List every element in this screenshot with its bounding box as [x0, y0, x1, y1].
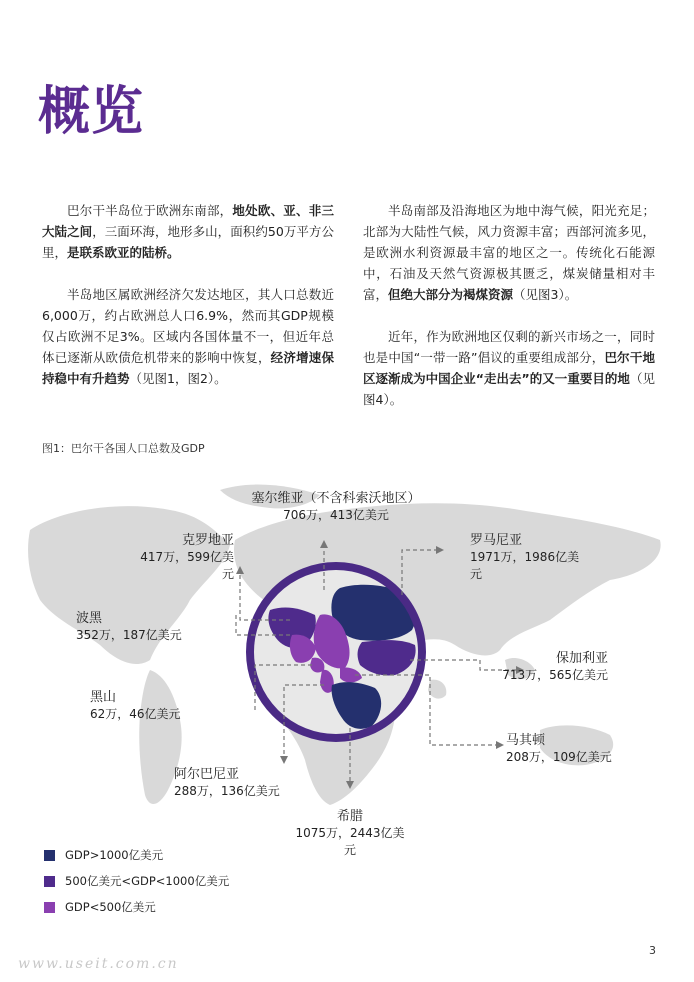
country-stats: 352万，187亿美元 — [76, 628, 182, 642]
text-span: ，三面环海，地形多山，面积约50万平方公里， — [42, 224, 334, 260]
map-legend — [44, 842, 229, 920]
country-stats: 62万，46亿美元 — [90, 707, 181, 721]
country-name: 黑山 — [90, 690, 117, 705]
label-macedonia — [506, 732, 616, 766]
country-stats: 1075万，2443亿美元 — [295, 826, 405, 857]
label-greece — [290, 808, 410, 859]
label-bulgaria — [490, 650, 608, 684]
country-stats: 208万，109亿美元 — [506, 750, 612, 764]
text-span: （见图1，图2）。 — [129, 371, 227, 386]
country-name: 阿尔巴尼亚 — [174, 767, 240, 782]
country-stats: 706万，413亿美元 — [283, 508, 389, 522]
label-croatia — [130, 532, 234, 583]
right-column — [363, 200, 655, 431]
label-montenegro — [90, 689, 190, 723]
watermark: www.useit.com.cn — [18, 956, 179, 972]
country-name: 波黑 — [76, 611, 103, 626]
country-name: 希腊 — [336, 809, 363, 824]
text-span: （见图3）。 — [513, 287, 578, 302]
country-name: 保加利亚 — [555, 651, 608, 666]
text-span: 半岛南部及沿海地区为地中海气候，阳光充足；北部为大陆性气候，风力资源丰富；西部河流多见，是欧洲水利资源最丰富的地区之一。传统化石能源中，石油及天然气资源极其匮乏，煤炭储量相对丰富， — [363, 203, 655, 302]
bold-text: 地处欧、亚、非三大陆之间 — [42, 203, 334, 239]
figure-caption: 图1：巴尔干各国人口总数及GDP — [42, 442, 205, 455]
country-name: 塞尔维亚（不含科索沃地区） — [251, 491, 421, 506]
legend-swatch — [44, 876, 55, 887]
legend-label: GDP>1000亿美元 — [65, 848, 164, 862]
right-paragraph-2 — [363, 326, 655, 410]
text-span: 半岛地区属欧洲经济欠发达地区，其人口总数近6,000万，约占欧洲总人口6.9%，然而其GDP规模仅占欧洲不足3%。区域内各国体量不一，但近年总体已逐渐从欧债危机带来的影响中恢复， — [42, 287, 334, 365]
legend-swatch — [44, 902, 55, 913]
label-romania — [470, 532, 590, 583]
legend-item — [44, 842, 229, 868]
country-stats: 417万，599亿美元 — [140, 550, 234, 581]
legend-label: GDP<500亿美元 — [65, 900, 156, 914]
bold-text: 巴尔干地区逐渐成为中国企业“走出去”的又一重要目的地 — [363, 350, 655, 386]
legend-item — [44, 868, 229, 894]
label-bosnia — [76, 610, 186, 644]
country-stats: 713万，565亿美元 — [502, 668, 608, 682]
page-title: 概览 — [38, 82, 145, 142]
country-name: 马其顿 — [506, 733, 546, 748]
left-paragraph-2 — [42, 284, 334, 389]
left-column — [42, 200, 334, 410]
country-stats: 1971万，1986亿美元 — [470, 550, 580, 581]
text-span: 近年，作为欧洲地区仅剩的新兴市场之一，同时也是中国“一带一路”倡议的重要组成部分， — [363, 329, 655, 365]
right-paragraph-1 — [363, 200, 655, 305]
left-paragraph-1 — [42, 200, 334, 263]
text-span: 巴尔干半岛位于欧洲东南部， — [67, 203, 233, 218]
country-name: 克罗地亚 — [181, 533, 234, 548]
legend-item — [44, 894, 229, 920]
text-span: （见图4）。 — [363, 371, 655, 407]
legend-swatch — [44, 850, 55, 861]
page-number: 3 — [649, 944, 656, 957]
bold-text: 但绝大部分为褐煤资源 — [388, 287, 514, 302]
label-albania — [174, 766, 284, 800]
legend-label: 500亿美元<GDP<1000亿美元 — [65, 874, 230, 888]
bold-text: 经济增速保持稳中有升趋势 — [42, 350, 334, 386]
country-stats: 288万，136亿美元 — [174, 784, 280, 798]
label-serbia — [248, 490, 424, 524]
bold-text: 是联系欧亚的陆桥。 — [67, 245, 180, 260]
country-name: 罗马尼亚 — [470, 533, 523, 548]
